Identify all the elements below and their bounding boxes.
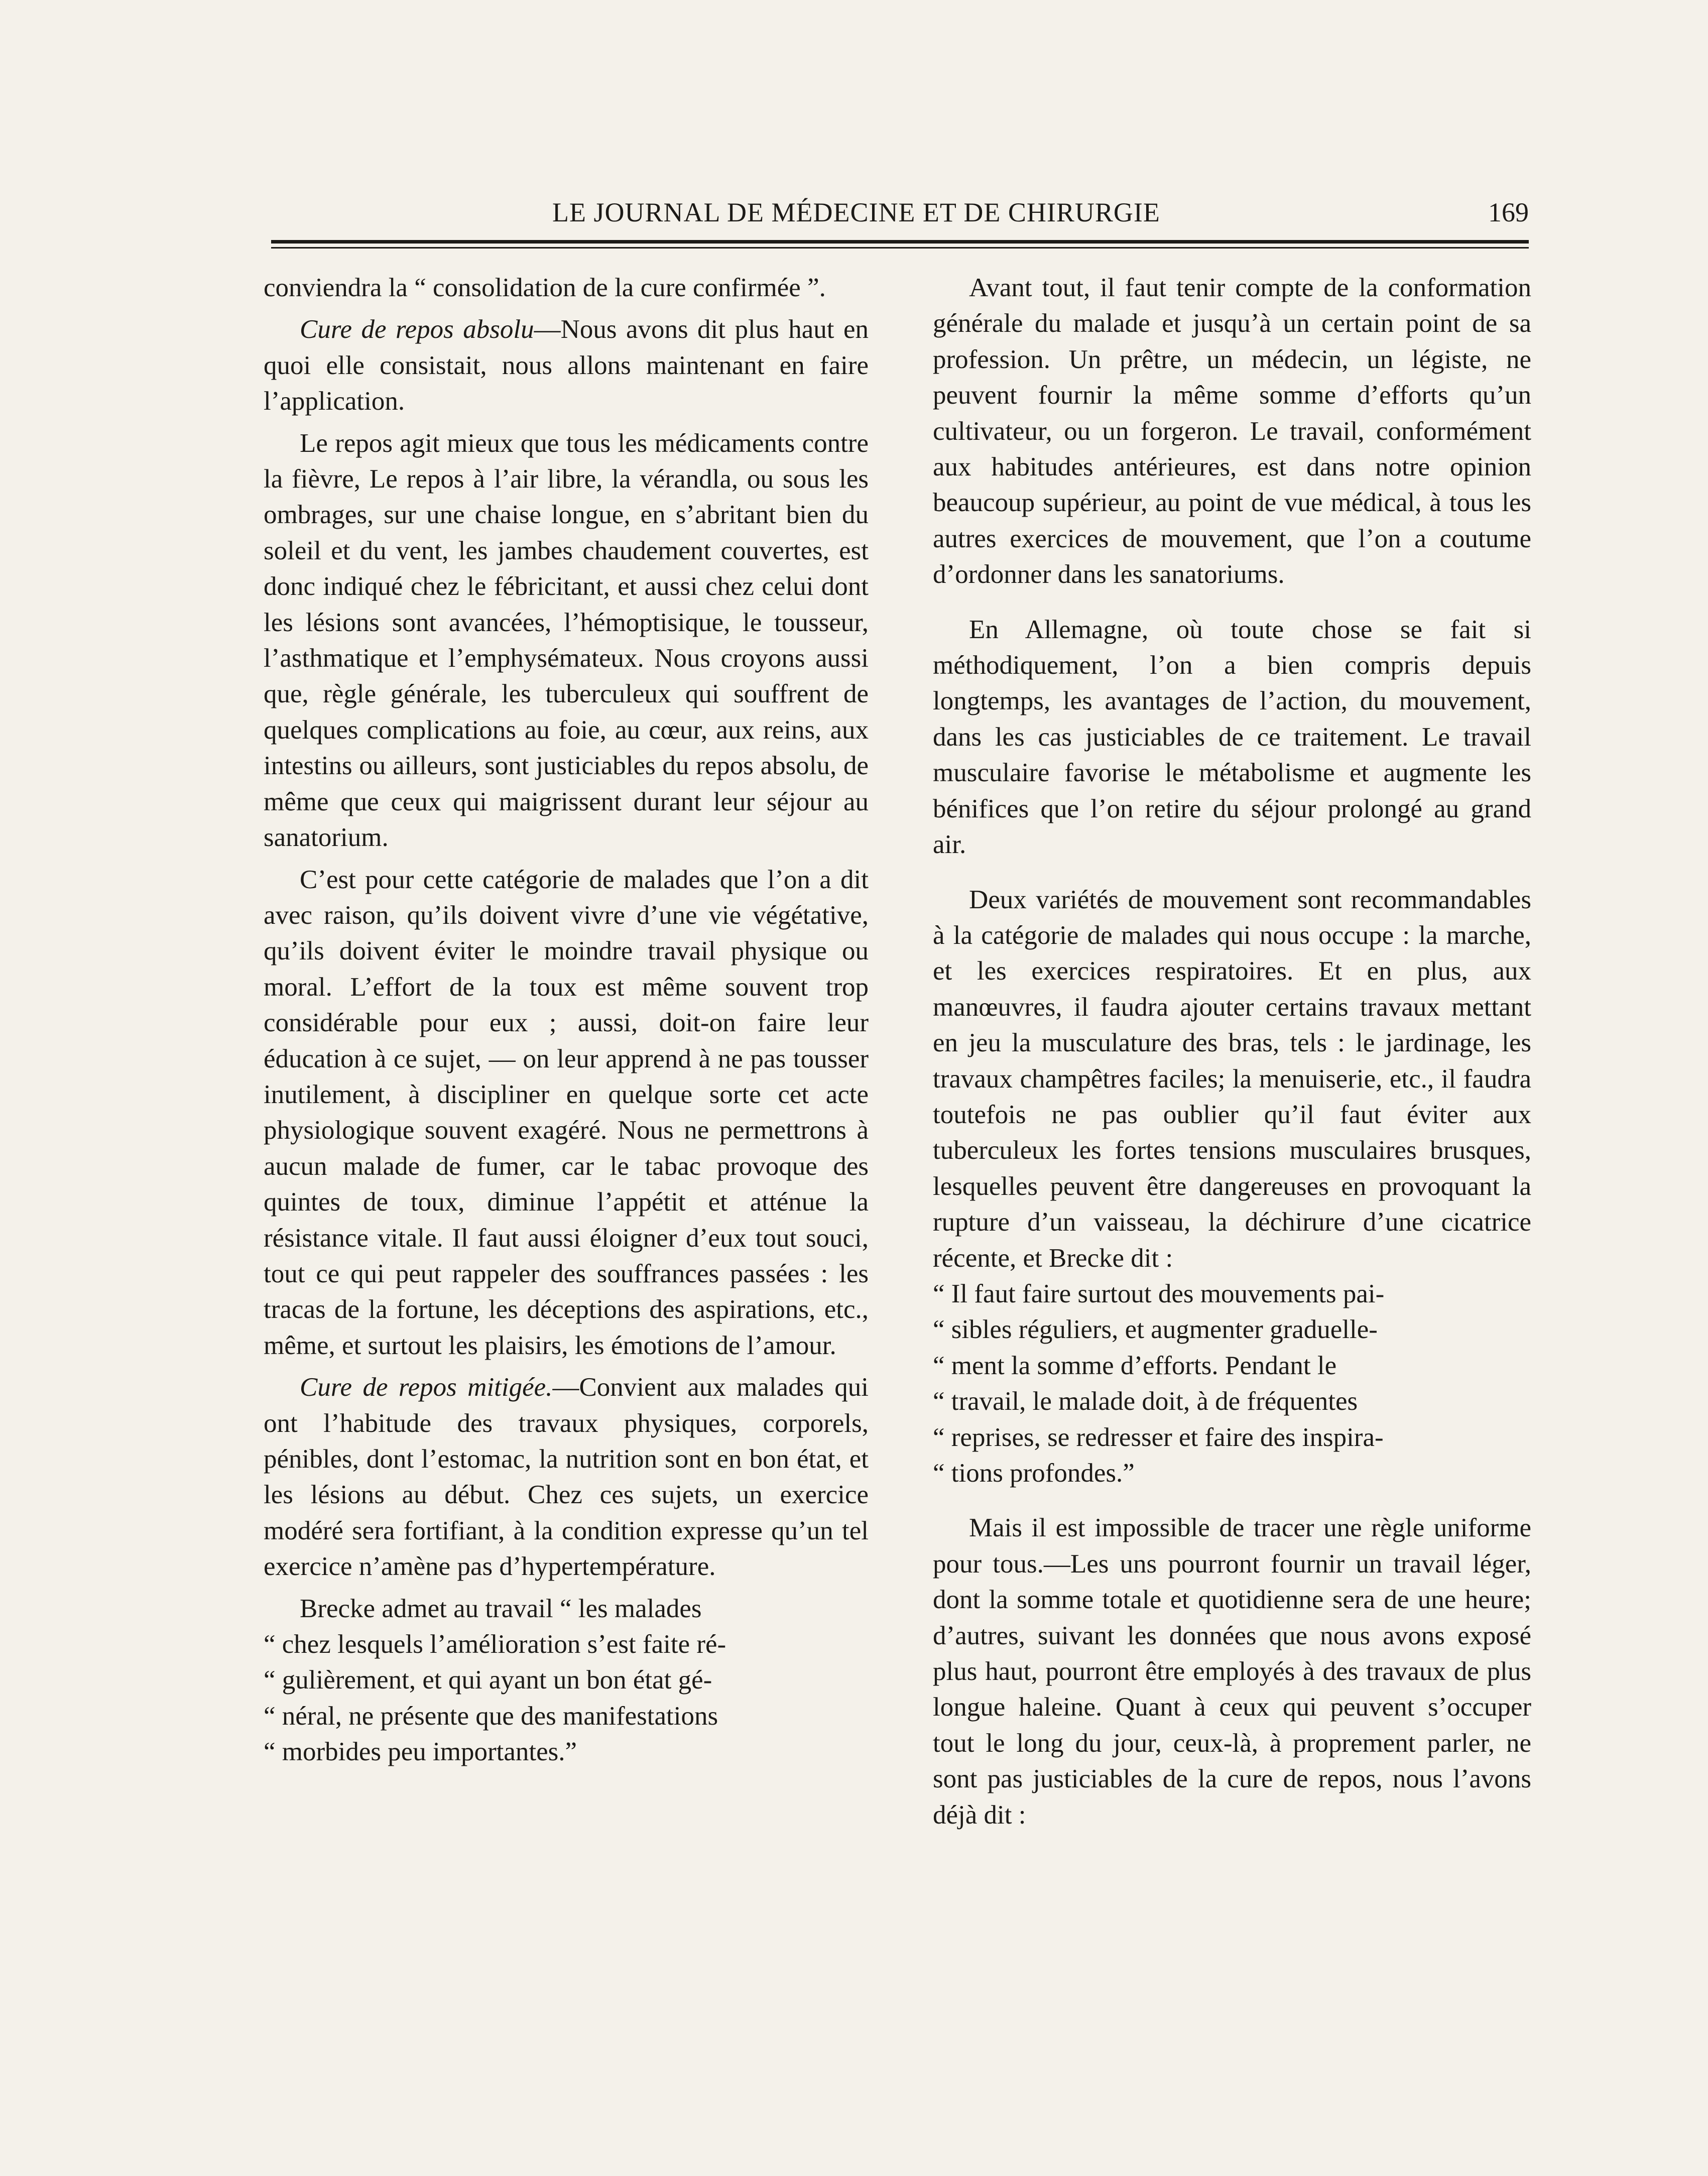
paragraph: Avant tout, il faut tenir compte de la conformation générale du malade et jusqu’à un certain point de sa profession. Un prêtre, un médecin, un légiste, ne peuvent fournir la même somme d’efforts qu’un cultivateur, ou un forgeron. Le travail, conformément aux habitudes antérieures, est dans notre opinion beaucoup supérieur, au point de vue médical, à tous les autres exercices de mouvement, que l’on a coutume d’ordonner dans les sanatoriums. (933, 273, 1531, 589)
quote-line: “ sibles réguliers, et augmenter graduelle- (933, 1315, 1378, 1345)
quote-line: “ tions profondes.” (933, 1459, 1135, 1488)
quote-line: Brecke admet au travail “ les malades (300, 1594, 702, 1623)
right-column (933, 270, 1531, 1833)
paragraph: En Allemagne, où toute chose se fait si méthodiquement, l’on a bien compris depuis longtemps, les avantages de l’action, du mouvement, dans les cas justiciables de ce traitement. Le travail musculaire favorise le métabolisme et augmente les bénifices que l’on retire du séjour prolongé au grand air. (933, 615, 1531, 860)
quote-line: “ travail, le malade doit, à de fréquentes (933, 1387, 1358, 1416)
quote-line: “ néral, ne présente que des manifestations (264, 1701, 718, 1731)
header-rule-thick (271, 240, 1529, 244)
quote-line: “ Il faut faire surtout des mouvements pai- (933, 1279, 1385, 1308)
quote-line: “ gulièrement, et qui ayant un bon état gé- (264, 1665, 712, 1695)
quote-line: “ morbides peu importantes.” (264, 1737, 577, 1767)
section-heading: Cure de repos mitigée. (300, 1373, 553, 1402)
paragraph (264, 312, 869, 419)
paragraph: Deux variétés de mouvement sont recommandables à la catégorie de malades qui nous occupe : la marche, et les exercices respiratoires. Et en plus, aux manœuvres, il faudra ajouter certains travaux mettant en jeu la musculature des bras, tels : le jardinage, les travaux champêtres faciles; la menuiserie, etc., il faudra toutefois ne pas oublier qu’il faut éviter aux tuberculeux les fortes tensions musculaires brusques, lesquelles peuvent être dangereuses en provoquant la rupture d’un vaisseau, la déchirure d’une cicatrice récente, et Brecke dit : (933, 885, 1531, 1273)
paragraph: conviendra la “ consolidation de la cure confirmée ”. (264, 273, 826, 302)
paragraph: Mais il est impossible de tracer une règle uniforme pour tous.—Les uns pourront fournir un travail léger, dont la somme totale et quotidienne sera de une heure; d’autres, suivant les données que nous avons exposé plus haut, pourront être employés à des travaux de plus longue haleine. Quant à ceux qui peuvent s’occuper tout le long du jour, ceux-là, à proprement parler, ne sont pas justiciables de la cure de repos, nous l’avons déjà dit : (933, 1513, 1531, 1830)
paragraph: C’est pour cette catégorie de malades que l’on a dit avec raison, qu’ils doivent vivre d’une vie végétative, qu’ils doivent éviter le moindre travail physique ou moral. L’effort de la toux est même souvent trop considérable pour eux ; aussi, doit-on faire leur éducation à ce sujet, — on leur apprend à ne pas tousser inutilement, à discipliner en quelque sorte cet acte physiologique souvent exagéré. Nous ne permettrons à aucun malade de fumer, car le tabac provoque des quintes de toux, diminue l’appétit et atténue la résistance vitale. Il faut aussi éloigner d’eux tout souci, tout ce qui peut rappeler des souffrances passées : les tracas de la fortune, les déceptions des aspirations, etc., même, et surtout les plaisirs, les émotions de l’amour. (264, 865, 869, 1360)
running-header (271, 197, 1529, 242)
paragraph-body: —Nous avons dit plus haut en quoi elle consistait, nous allons maintenant en faire l’application. (264, 315, 869, 416)
paragraph: Le repos agit mieux que tous les médicaments contre la fièvre, Le repos à l’air libre, la vérandla, ou sous les ombrages, sur une chaise longue, en s’abritant bien du soleil et du vent, les jambes chaudement couvertes, est donc indiqué chez le fébricitant, et aussi chez celui dont les lésions sont avancées, l’hémoptisique, le tousseur, l’asthmatique et l’emphysémateux. Nous croyons aussi que, règle générale, les tuberculeux qui souffrent de quelques complications au foie, au cœur, aux reins, aux intestins ou ailleurs, sont justiciables du repos absolu, de même que ceux qui maigrissent durant leur séjour au sanatorium. (264, 428, 869, 853)
quote-block (933, 1276, 1531, 1491)
paragraph-body: —Convient aux malades qui ont l’habitude des travaux physiques, corporels, pénibles, dont l’estomac, la nutrition sont en bon état, et les lésions au début. Chez ces sujets, un exercice modéré sera fortifiant, à la condition expresse qu’un tel exercice n’amène pas d’hypertempérature. (264, 1373, 869, 1582)
quote-line: “ ment la somme d’efforts. Pendant le (933, 1351, 1337, 1380)
quote-paragraph (264, 1591, 869, 1770)
running-title: LE JOURNAL DE MÉDECINE ET DE CHIRURGIE (552, 197, 1160, 227)
page-number: 169 (1488, 197, 1529, 227)
quote-line: “ reprises, se redresser et faire des inspira- (933, 1422, 1384, 1452)
left-column (264, 270, 869, 1770)
header-rule-thin (271, 247, 1529, 249)
quote-line: “ chez lesquels l’amélioration s’est faite ré- (264, 1630, 726, 1659)
section-heading: Cure de repos absolu (300, 315, 534, 344)
paragraph (264, 1370, 869, 1585)
